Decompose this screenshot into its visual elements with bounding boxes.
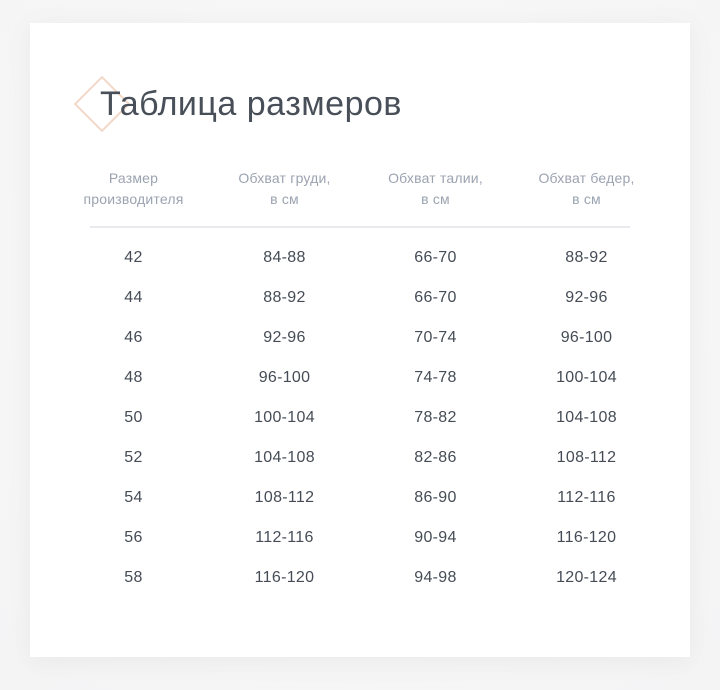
waist-cell: 66-70 — [414, 289, 457, 306]
waist-cell: 90-94 — [414, 529, 457, 546]
page-title: Таблица размеров — [100, 85, 402, 123]
table-row — [58, 518, 662, 558]
column-header-label: в см — [270, 191, 299, 207]
size-cell: 50 — [124, 409, 143, 426]
table-row — [58, 358, 662, 398]
hips-cell: 116-120 — [556, 529, 617, 546]
hips-cell: 88-92 — [565, 249, 608, 266]
chest-cell: 96-100 — [258, 369, 311, 386]
size-cell: 56 — [124, 529, 143, 546]
chest-cell: 104-108 — [254, 449, 315, 466]
hips-cell: 96-100 — [560, 329, 613, 346]
table-header-row — [58, 168, 662, 210]
card-header — [30, 23, 690, 173]
waist-cell: 86-90 — [414, 489, 457, 506]
chest-cell: 92-96 — [263, 329, 306, 346]
column-header-label: Размер — [108, 170, 159, 186]
table-row — [58, 558, 662, 598]
hips-cell: 120-124 — [556, 569, 617, 586]
size-cell: 52 — [124, 449, 143, 466]
waist-cell: 82-86 — [414, 449, 457, 466]
column-header-label: в см — [572, 191, 601, 207]
size-cell: 42 — [124, 249, 143, 266]
header-divider — [90, 226, 630, 228]
size-cell: 46 — [124, 329, 143, 346]
column-header-label: производителя — [83, 191, 184, 207]
column-header-label: Обхват груди, — [238, 170, 331, 186]
chest-cell: 100-104 — [254, 409, 315, 426]
table-row — [58, 278, 662, 318]
waist-cell: 74-78 — [414, 369, 457, 386]
size-cell: 48 — [124, 369, 143, 386]
table-body — [58, 238, 662, 598]
hips-cell: 112-116 — [557, 489, 616, 506]
column-header-label: в см — [421, 191, 450, 207]
column-header-hips — [511, 168, 662, 210]
chest-cell: 84-88 — [263, 249, 306, 266]
chest-cell: 88-92 — [263, 289, 306, 306]
table-row — [58, 398, 662, 438]
chest-cell: 108-112 — [254, 489, 315, 506]
hips-cell: 108-112 — [556, 449, 617, 466]
table-row — [58, 438, 662, 478]
size-table-card — [30, 23, 690, 657]
table-row — [58, 318, 662, 358]
column-header-size — [58, 168, 209, 210]
waist-cell: 94-98 — [414, 569, 457, 586]
waist-cell: 66-70 — [414, 249, 457, 266]
column-header-label: Обхват талии, — [388, 170, 483, 186]
size-cell: 54 — [124, 489, 143, 506]
hips-cell: 104-108 — [556, 409, 617, 426]
column-header-label: Обхват бедер, — [538, 170, 635, 186]
hips-cell: 92-96 — [565, 289, 608, 306]
size-cell: 44 — [124, 289, 143, 306]
size-table — [58, 168, 662, 598]
size-cell: 58 — [124, 569, 143, 586]
column-header-waist — [360, 168, 511, 210]
table-row — [58, 478, 662, 518]
hips-cell: 100-104 — [556, 369, 617, 386]
table-row — [58, 238, 662, 278]
chest-cell: 112-116 — [255, 529, 314, 546]
waist-cell: 78-82 — [414, 409, 457, 426]
chest-cell: 116-120 — [254, 569, 315, 586]
column-header-chest — [209, 168, 360, 210]
waist-cell: 70-74 — [414, 329, 457, 346]
